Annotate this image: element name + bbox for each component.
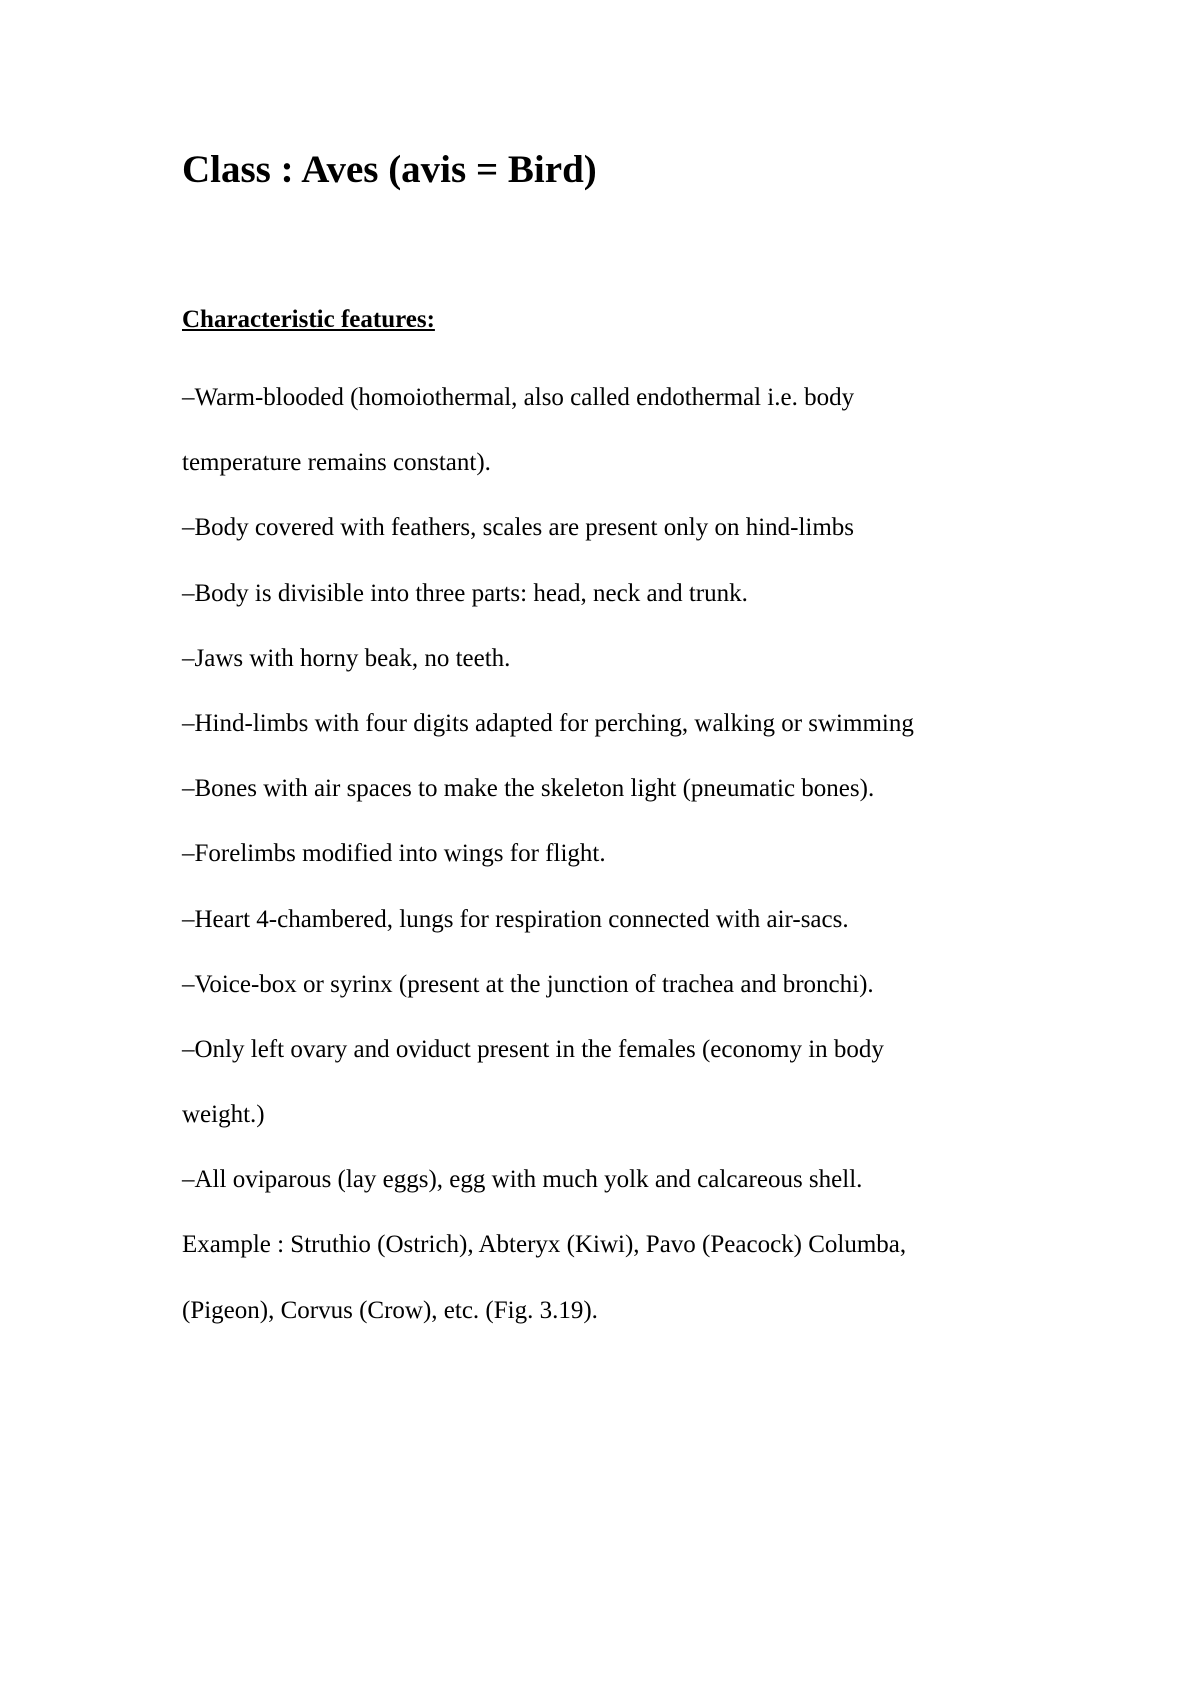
text-line: –All oviparous (lay eggs), egg with much yolk and calcareous shell. xyxy=(182,1166,863,1194)
text-line: –Only left ovary and oviduct present in the females (economy in body xyxy=(182,1035,884,1063)
page-title: Class : Aves (avis = Bird) xyxy=(182,148,597,191)
section-heading: Characteristic features: xyxy=(182,306,435,333)
text-line: –Body is divisible into three parts: head, neck and trunk. xyxy=(182,579,748,607)
feature-list xyxy=(182,365,1082,1343)
text-line: Example : Struthio (Ostrich), Abteryx (Kiwi), Pavo (Peacock) Columba, xyxy=(182,1231,907,1259)
text-line: –Bones with air spaces to make the skeleton light (pneumatic bones). xyxy=(182,775,875,803)
text-line: –Warm-blooded (homoiothermal, also called endothermal i.e. body xyxy=(182,384,855,411)
text-line: temperature remains constant). xyxy=(182,449,491,477)
text-line: –Heart 4-chambered, lungs for respiration connected with air-sacs. xyxy=(182,905,849,933)
text-line: –Hind-limbs with four digits adapted for perching, walking or swimming xyxy=(182,709,914,737)
text-line: –Body covered with feathers, scales are present only on hind-limbs xyxy=(182,514,855,542)
text-line: weight.) xyxy=(182,1101,265,1129)
text-line: –Voice-box or syrinx (present at the junction of trachea and bronchi). xyxy=(182,970,874,998)
text-line: –Jaws with horny beak, no teeth. xyxy=(182,644,511,672)
text-line: (Pigeon), Corvus (Crow), etc. (Fig. 3.19). xyxy=(182,1296,598,1324)
text-line: –Forelimbs modified into wings for flight. xyxy=(182,840,606,868)
